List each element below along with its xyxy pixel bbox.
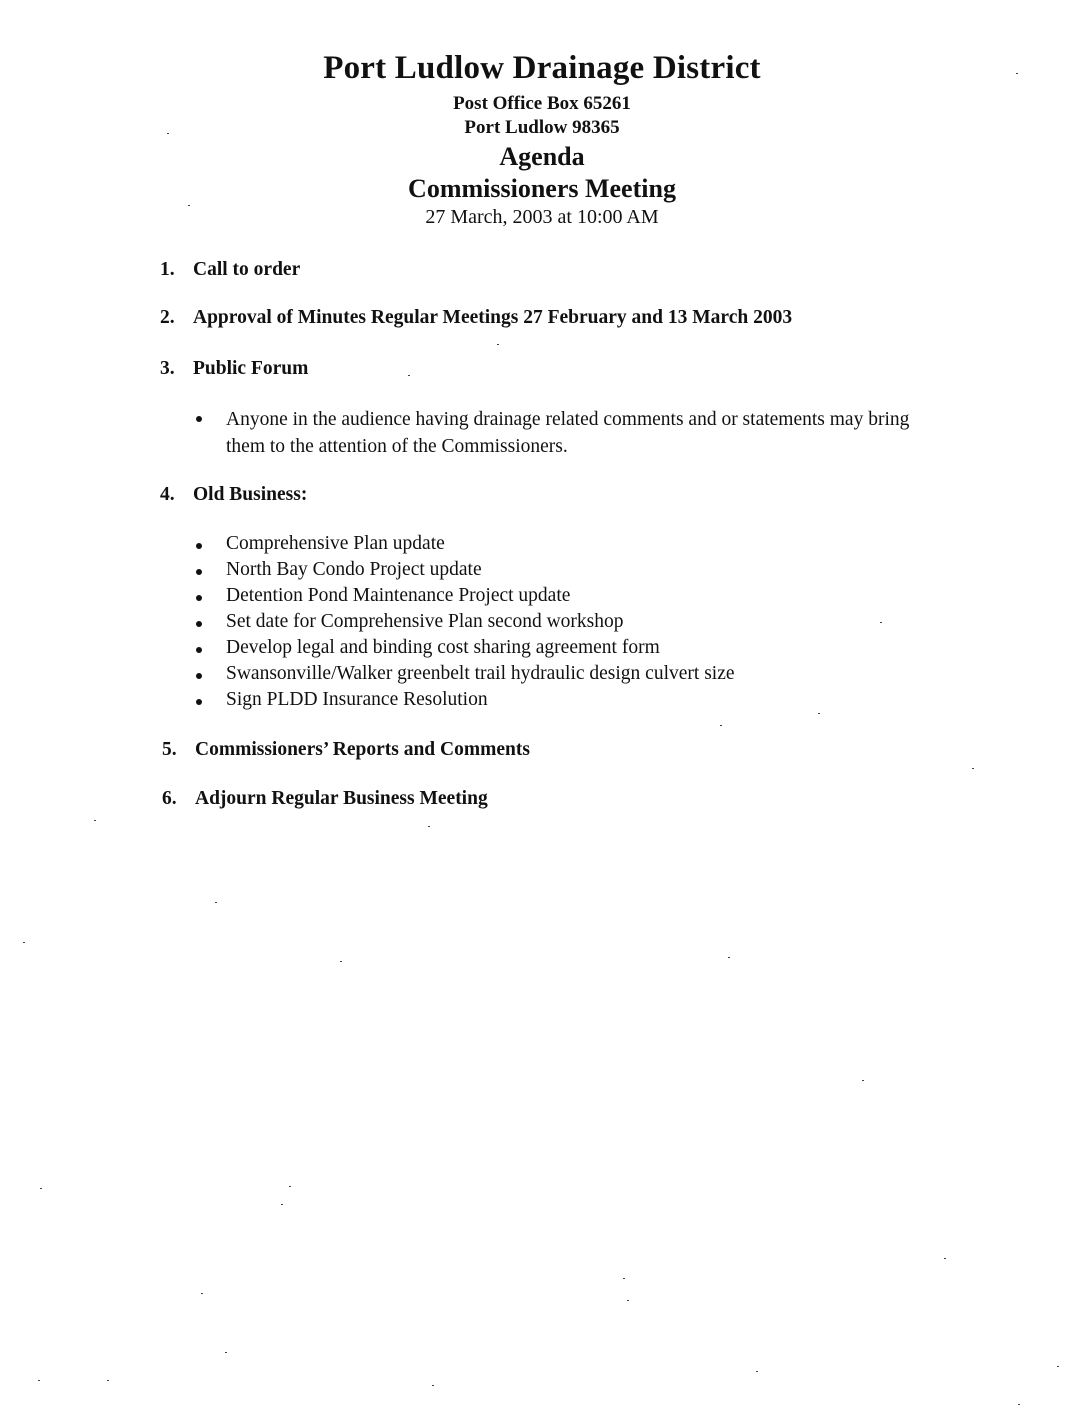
- scan-speck: [623, 1278, 625, 1279]
- bullet-dot-icon: [196, 569, 202, 575]
- address-line-2: Port Ludlow 98365: [464, 117, 620, 138]
- scan-speck: [215, 902, 217, 903]
- scan-speck: [972, 768, 974, 769]
- scan-speck: [880, 622, 882, 623]
- bullet-dot-icon: [196, 647, 202, 653]
- bullet-text: Set date for Comprehensive Plan second workshop: [226, 611, 624, 632]
- scan-speck: [497, 344, 499, 345]
- scan-speck: [862, 1080, 864, 1081]
- agenda-item-number: 3.: [160, 358, 175, 379]
- bullet-dot-icon: [196, 673, 202, 679]
- scan-speck: [201, 1293, 203, 1294]
- scan-speck: [428, 826, 430, 827]
- bullet-dot-icon: [196, 595, 202, 601]
- agenda-item-label: Commissioners’ Reports and Comments: [195, 739, 530, 760]
- organization-title: Port Ludlow Drainage District: [323, 50, 761, 86]
- scan-speck: [107, 1380, 109, 1381]
- meeting-date: 27 March, 2003 at 10:00 AM: [425, 206, 659, 228]
- scan-speck: [720, 725, 722, 726]
- scan-speck: [40, 1188, 42, 1189]
- scan-speck: [1057, 1366, 1059, 1367]
- scan-speck: [627, 1300, 629, 1301]
- meeting-heading: Commissioners Meeting: [408, 174, 676, 203]
- scan-speck: [188, 205, 190, 206]
- agenda-item-number: 5.: [162, 739, 177, 760]
- bullet-dot-icon: [196, 621, 202, 627]
- scan-speck: [38, 1380, 40, 1381]
- agenda-item-approval-of-minutes: [160, 307, 792, 329]
- agenda-item-label: Call to order: [193, 259, 301, 280]
- bullet-text: Anyone in the audience having drainage related comments and or statements may bring them to the attention of the Commissioners.: [226, 409, 910, 457]
- scan-speck: [289, 1186, 291, 1187]
- scan-speck: [818, 713, 820, 714]
- bullet-text: Sign PLDD Insurance Resolution: [226, 689, 488, 710]
- scan-speck: [167, 133, 169, 134]
- scan-speck: [728, 957, 730, 958]
- agenda-heading: Agenda: [499, 142, 585, 171]
- agenda-item-number: 6.: [162, 788, 177, 809]
- scan-speck: [1016, 73, 1018, 74]
- scan-speck: [432, 1385, 434, 1386]
- bullet-text: Develop legal and binding cost sharing agreement form: [226, 637, 660, 658]
- scan-speck: [340, 961, 342, 962]
- agenda-item-number: 4.: [160, 484, 175, 505]
- address-line-1: Post Office Box 65261: [453, 93, 631, 114]
- scan-speck: [944, 1258, 946, 1259]
- agenda-item-label: Public Forum: [193, 358, 309, 379]
- scan-speck: [281, 1204, 283, 1205]
- agenda-item-adjourn: [162, 788, 488, 810]
- scan-speck: [756, 1371, 758, 1372]
- agenda-item-number: 1.: [160, 259, 175, 280]
- scan-speck: [23, 942, 25, 943]
- bullet-text: North Bay Condo Project update: [226, 559, 482, 580]
- bullet-text: Comprehensive Plan update: [226, 533, 445, 554]
- agenda-item-public-forum: [160, 358, 308, 380]
- bullet-text: Swansonville/Walker greenbelt trail hydraulic design culvert size: [226, 663, 735, 684]
- agenda-item-call-to-order: [160, 259, 300, 281]
- agenda-item-label: Approval of Minutes Regular Meetings 27 February and 13 March 2003: [193, 307, 793, 328]
- agenda-item-commissioners-reports: [162, 739, 530, 761]
- agenda-item-label: Adjourn Regular Business Meeting: [195, 788, 488, 809]
- bullet-dot-icon: [196, 416, 202, 422]
- agenda-item-label: Old Business:: [193, 484, 308, 505]
- bullet-dot-icon: [196, 543, 202, 549]
- bullet-dot-icon: [196, 699, 202, 705]
- agenda-item-old-business: [160, 484, 307, 506]
- agenda-item-number: 2.: [160, 307, 175, 328]
- scan-speck: [225, 1352, 227, 1353]
- scan-speck: [408, 375, 410, 376]
- scan-speck: [1018, 1404, 1020, 1405]
- bullet-text: Detention Pond Maintenance Project update: [226, 585, 571, 606]
- scan-speck: [94, 820, 96, 821]
